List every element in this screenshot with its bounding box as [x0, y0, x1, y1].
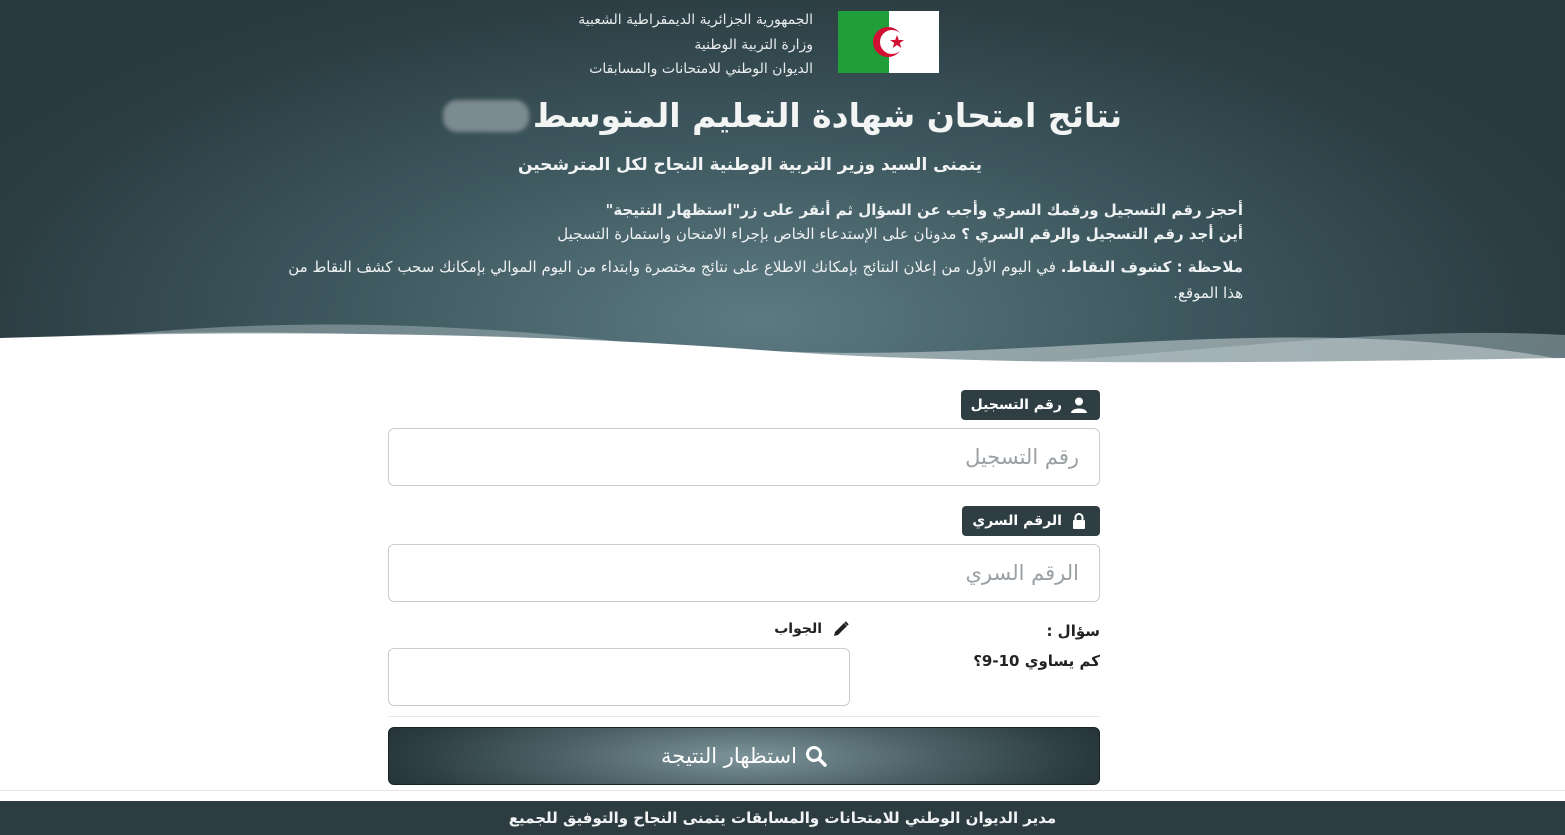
footer-divider — [0, 790, 1565, 791]
pencil-icon — [832, 620, 850, 638]
footer — [0, 801, 1565, 835]
government-heading — [578, 8, 813, 82]
page-title: نتائج امتحان شهادة التعليم المتوسط — [532, 96, 1123, 135]
republic-line: الجمهورية الجزائرية الديمقراطية الشعبية — [578, 12, 813, 28]
note-label: ملاحظة : كشوف النقاط. — [1060, 258, 1243, 276]
instruction-main: أحجز رقم التسجيل ورقمك السري وأجب عن السؤال ثم أنقر على زر"استظهار النتيجة" — [605, 201, 1243, 219]
office-line: الديوان الوطني للامتحانات والمسابقات — [589, 61, 813, 77]
secret-label-text: الرقم السري — [972, 513, 1062, 529]
search-icon — [805, 745, 827, 767]
secret-label — [962, 506, 1100, 536]
registration-group — [388, 390, 1100, 486]
crescent-star-icon — [838, 11, 939, 73]
secret-group — [388, 506, 1100, 602]
where-question: أين أجد رقم التسجيل والرقم السري ؟ — [961, 225, 1243, 243]
registration-input[interactable] — [388, 428, 1100, 486]
captcha-row — [388, 618, 1100, 710]
question-label: سؤال : — [1046, 622, 1100, 640]
login-form — [388, 390, 1100, 602]
answer-input[interactable] — [388, 648, 850, 706]
show-result-label: استظهار النتيجة — [661, 744, 797, 768]
divider — [388, 716, 1100, 717]
lock-icon — [1070, 512, 1088, 530]
redacted-year — [443, 100, 529, 132]
footer-text: مدير الديوان الوطني للامتحانات والمسابقات يتمنى النجاح والتوفيق للجميع — [508, 809, 1057, 827]
answer-label-text: الجواب — [774, 621, 822, 637]
page-subtitle: يتمنى السيد وزير التربية الوطنية النجاح لكل المترشحين — [517, 155, 983, 175]
ministry-line: وزارة التربية الوطنية — [694, 36, 813, 53]
answer-label — [774, 620, 850, 638]
secret-input[interactable] — [388, 544, 1100, 602]
user-icon — [1070, 396, 1088, 414]
algeria-flag — [838, 11, 939, 73]
where-answer: مدونان على الإستدعاء الخاص بإجراء الامتحان واستمارة التسجيل — [557, 225, 962, 243]
header-banner — [0, 0, 1565, 380]
show-result-button[interactable] — [388, 727, 1100, 785]
title-row — [0, 96, 1565, 135]
header-wave — [0, 290, 1565, 380]
note-text: في اليوم الأول من إعلان النتائج بإمكانك الاطلاع على نتائج مختصرة وابتداء من اليوم الموالي بإمكانك سحب كشف النقاط من هذا الموقع. — [288, 258, 1243, 302]
registration-label — [961, 390, 1100, 420]
registration-label-text: رقم التسجيل — [970, 397, 1062, 413]
question-text: كم يساوي 10-9؟ — [973, 652, 1100, 670]
